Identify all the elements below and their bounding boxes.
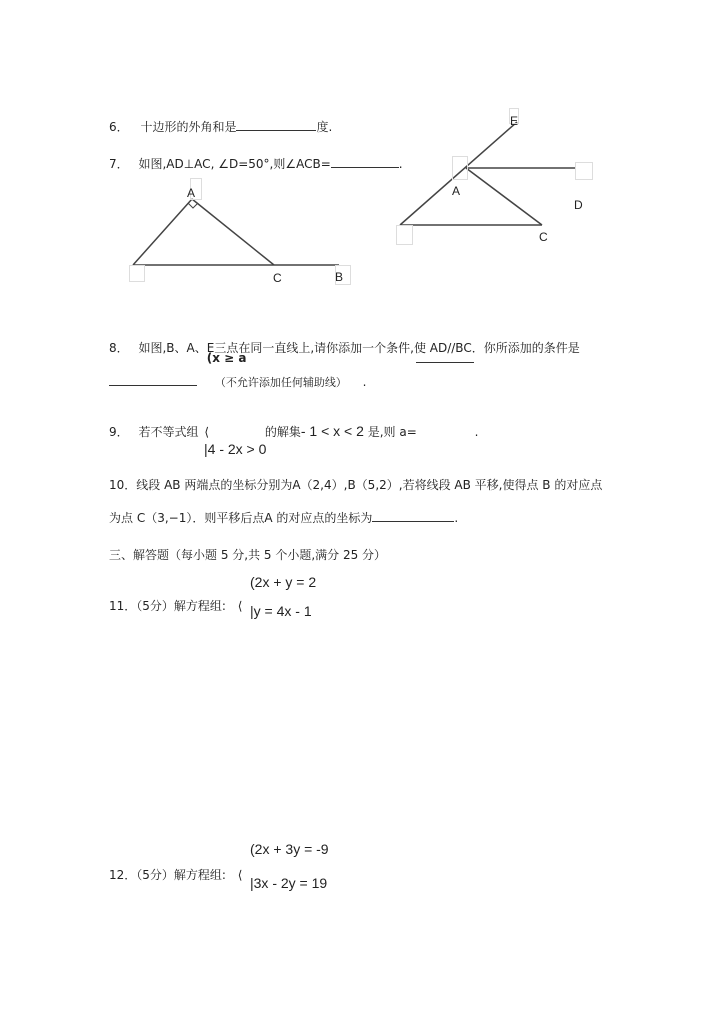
right-angle-mark <box>188 203 198 208</box>
equation-1: (2x + 3y = -9 <box>250 841 329 857</box>
fig2-label-d: D <box>574 198 583 212</box>
answer-blank[interactable] <box>109 374 197 386</box>
question-10-line2 <box>109 509 458 526</box>
question-number: 6． <box>109 120 129 134</box>
answer-blank[interactable] <box>416 362 474 363</box>
question-note: （不允许添加任何辅助线） <box>214 376 347 389</box>
question-label: 12．（5分）解方程组: <box>109 868 226 882</box>
question-8 <box>109 339 580 365</box>
question-text: 为点 C（3,−1）．则平移后点A 的对应点的坐标为 <box>109 511 373 525</box>
question-number: 7． <box>109 157 129 171</box>
brace: ⟨ <box>237 599 243 613</box>
inequality-line-2: |4 - 2x > 0 <box>204 441 267 457</box>
question-text: E三点在同一直线上,请你添加一个条件,使 AD//BC．你所添加的条件是 <box>206 341 580 355</box>
fig1-label-b: B <box>335 270 344 284</box>
equation-2: |3x - 2y = 19 <box>250 875 328 891</box>
range-expression: - 1 < x < 2 <box>300 423 364 439</box>
question-suffix: . <box>398 157 403 171</box>
question-11 <box>109 597 242 614</box>
fig2-label-a: A <box>452 184 461 198</box>
question-text: 如图,B、A、 <box>138 341 207 355</box>
question-number: 8． <box>109 341 129 355</box>
overlapping-artifact: (x ≥ a <box>206 351 247 365</box>
section-title: 三、解答题（每小题 5 分,共 5 个小题,满分 25 分） <box>109 548 387 562</box>
fig2-line-ac <box>466 168 542 225</box>
question-suffix: 度. <box>316 120 333 134</box>
brace: ⟨ <box>237 868 243 882</box>
question-9 <box>109 423 478 440</box>
equation-1: (2x + y = 2 <box>250 574 317 590</box>
answer-blank[interactable] <box>372 510 454 522</box>
question-suffix: . <box>474 425 479 439</box>
fig1-side-ba <box>133 199 192 265</box>
question-text: 是,则 a= <box>367 425 417 439</box>
fig1-label-c: C <box>273 271 282 285</box>
fig2-label-e: E <box>510 114 519 128</box>
equation-2: |y = 4x - 1 <box>250 603 312 619</box>
question-10-line1: 10．线段 AB 两端点的坐标分别为A（2,4）,B（5,2）,若将线段 AB 平移,使得点 B 的对应点 <box>109 478 603 492</box>
question-text: 若不等式组 <box>138 425 199 439</box>
question-text: 的解集 <box>264 425 301 439</box>
question-12 <box>109 866 242 883</box>
question-suffix: . <box>454 511 459 525</box>
question-number: 9． <box>109 425 129 439</box>
fig2-label-c: C <box>539 230 548 244</box>
question-text: 如图,AD⊥AC, ∠D=50°,则∠ACB= <box>138 157 331 171</box>
question-suffix: . <box>362 375 367 389</box>
brace: ⟨ <box>204 425 209 439</box>
fig1-side-ac <box>192 199 274 265</box>
question-8-line2 <box>109 374 366 390</box>
question-label: 11．（5分）解方程组: <box>109 599 226 613</box>
question-text: 十边形的外角和是 <box>140 120 237 134</box>
fig1-label-a: A <box>187 186 196 200</box>
